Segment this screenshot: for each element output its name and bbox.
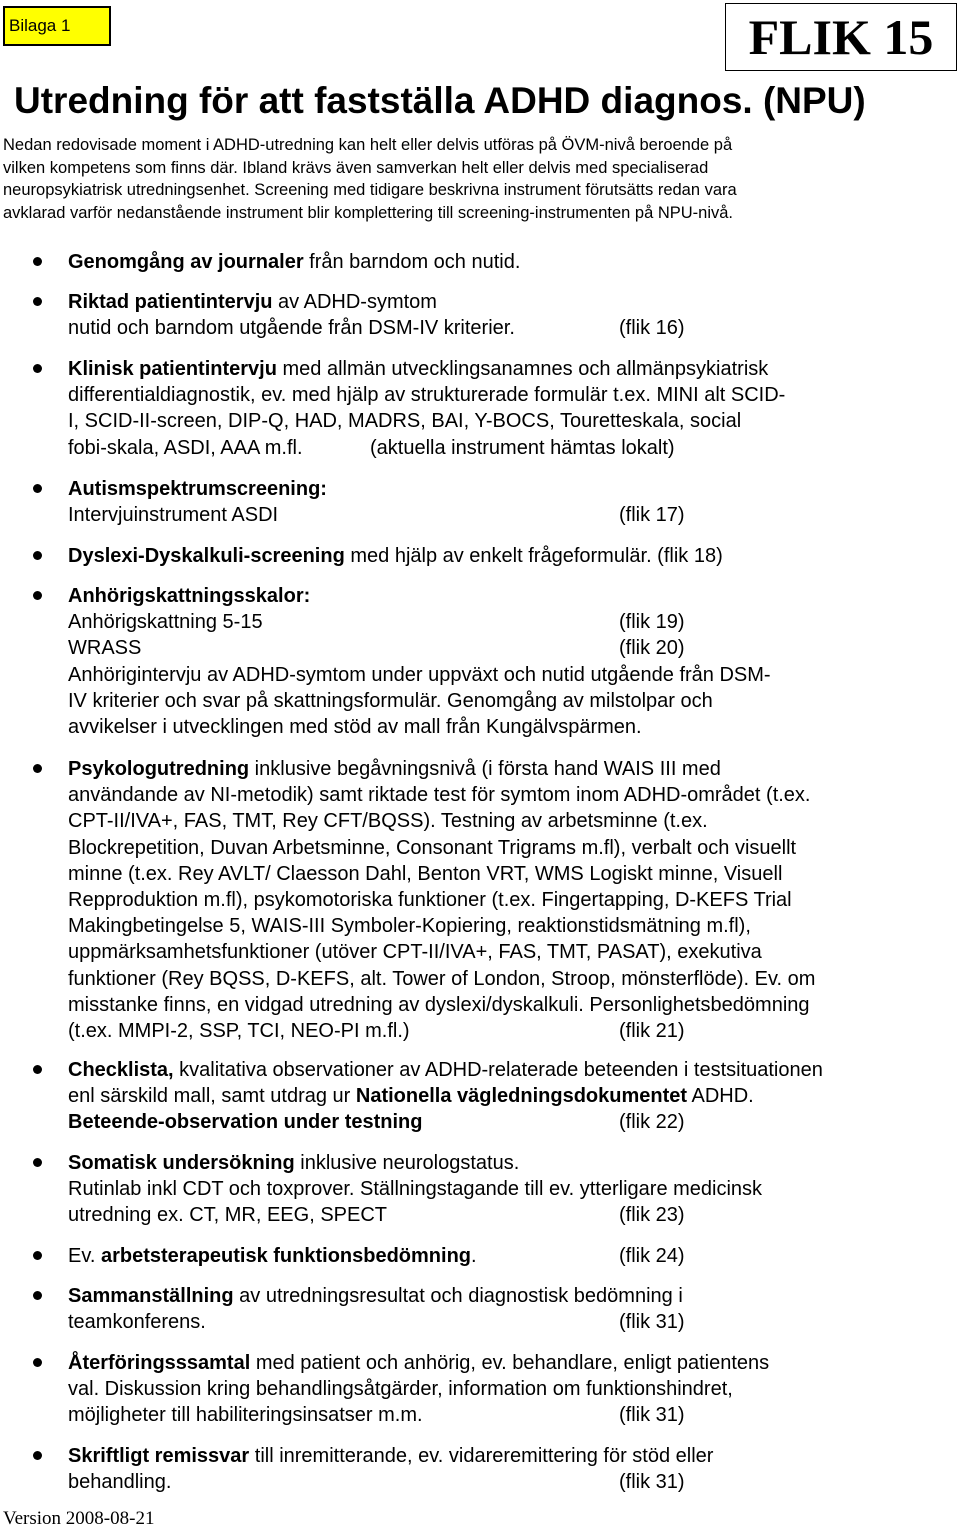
item-text: val. Diskussion kring behandlingsåtgärder, information om funktionshindret, [68,1378,733,1401]
item-text: fobi-skala, ASDI, AAA m.fl. [68,436,303,459]
item-heading: Autismspektrumscreening: [68,478,327,500]
flik-reference: (flik 17) [619,504,685,527]
item-text: minne (t.ex. Rey AVLT/ Claesson Dahl, Benton VRT, WMS Logiskt minne, Visuell [68,862,783,885]
item-text: möjligheter till habiliteringsinsatser m.m. [68,1404,423,1427]
page-title: Utredning för att fastställa ADHD diagnos. (NPU) [14,80,866,121]
flik-reference: (flik 31) [619,1311,685,1334]
flik-reference: (flik 24) [619,1245,685,1267]
item-text: differentialdiagnostik, ev. med hjälp av strukturerade formulär t.ex. MINI alt SCID- [68,384,786,407]
item-note: (aktuella instrument hämtas lokalt) [370,436,675,459]
item-text: uppmärksamhetsfunktioner (utöver CPT-II/IVA+, FAS, TMT, PASAT), exekutiva [68,941,762,964]
item-text: misstanke finns, en vidgad utredning av dyslexi/dyskalkuli. Personlighetsbedömning [68,993,810,1016]
item-heading: Klinisk patientintervju [68,358,277,380]
item-heading: Genomgång av journaler [68,251,304,273]
flik-label: FLIK 15 [725,3,957,71]
bullet-icon [33,1158,42,1167]
item-text: av utredningsresultat och diagnostisk bedömning i [233,1285,683,1307]
item-text: Makingbetingelse 5, WAIS-III Symboler-Kopiering, reaktionstidsmätning m.fl), [68,915,751,938]
item-text: med allmän utvecklingsanamnes och allmänpsykiatrisk [276,358,769,380]
item-text: Blockrepetition, Duvan Arbetsminne, Consonant Trigrams m.fl), verbalt och visuellt [68,836,797,859]
item-heading: Psykologutredning [68,758,250,780]
item-heading: Checklista, [68,1059,174,1081]
flik-reference: (flik 22) [619,1111,685,1134]
item-heading: Nationella vägledningsdokumentet [355,1085,688,1108]
list-item-autism [68,476,685,528]
bullet-icon [33,591,42,600]
flik-reference: (flik 21) [619,1020,685,1043]
item-text: kvalitativa observationer av ADHD-relaterade beteenden i testsituationen [173,1059,823,1081]
flik-reference: (flik 31) [619,1471,685,1494]
item-heading: Anhörigskattningsskalor: [68,585,311,607]
list-item-dyslexi [68,543,723,569]
item-text: till inremitterande, ev. vidareremittering för stöd eller [249,1445,714,1467]
bullet-icon [33,297,42,306]
bullet-icon [33,1065,42,1074]
item-text: av ADHD-symtom [272,291,437,313]
intro-line: vilken kompetens som finns där. Ibland krävs även samverkan helt eller delvis med specialiserad [3,158,709,177]
list-item-checklista [68,1057,823,1136]
item-text: inklusive begåvningsnivå (i första hand WAIS III med [249,758,721,780]
list-item-sammanstallning [68,1283,683,1335]
list-item-riktad [68,289,685,341]
item-heading: Sammanställning [68,1285,234,1307]
list-item-aterforing [68,1350,769,1429]
intro-line: avklarad varför nedanstående instrument blir komplettering till screening-instrumenten på NPU-nivå. [3,203,734,222]
flik-reference: (flik 23) [619,1204,685,1227]
item-text: Ev. [68,1245,101,1267]
intro-line: Nedan redovisade moment i ADHD-utredning kan helt eller delvis utföras på ÖVM-nivå beroende på [3,136,733,154]
list-item-arbetsterapi [68,1243,685,1269]
bullet-icon [33,764,42,773]
item-text: inklusive neurologstatus. [294,1152,520,1174]
flik-reference: (flik 16) [619,317,685,340]
item-text: ADHD. [687,1085,754,1108]
item-text: Repproduktion m.fl), psykomotoriska funktioner (t.ex. Fingertapping, D-KEFS Trial [68,889,792,912]
item-heading: Återföringsssamtal [68,1352,251,1374]
item-text: enl särskild mall, samt utdrag ur [68,1085,356,1108]
item-text: utredning ex. CT, MR, EEG, SPECT [68,1204,387,1227]
item-text: funktioner (Rey BQSS, D-KEFS, alt. Tower of London, Stroop, mönsterflöde). Ev. om [68,967,816,990]
item-text: I, SCID-II-screen, DIP-Q, HAD, MADRS, BAI, Y-BOCS, Touretteskala, social [68,410,742,433]
bullet-icon [33,484,42,493]
list-item-klinisk [68,356,785,461]
item-text: . [471,1245,477,1267]
item-heading: Dyslexi-Dyskalkuli-screening [68,545,345,567]
bullet-icon [33,1251,42,1260]
item-heading: Riktad patientintervju [68,291,273,313]
version-label: Version 2008-08-21 [3,1508,155,1529]
item-heading: Somatisk undersökning [68,1152,295,1174]
item-text: med hjälp av enkelt frågeformulär. [344,545,652,567]
item-text: teamkonferens. [68,1311,206,1334]
list-item-somatisk [68,1150,762,1229]
item-text: nutid och barndom utgående från DSM-IV kriterier. [68,317,515,340]
item-text: IV kriterier och svar på skattningsformulär. Genomgång av milstolpar och [68,689,713,712]
bullet-icon [33,364,42,373]
item-text: Rutinlab inkl CDT och toxprover. Ställningstagande till ev. ytterligare medicinsk [68,1178,763,1201]
list-item-psykolog [68,756,815,1044]
item-text: behandling. [68,1471,172,1494]
item-heading: Skriftligt remissvar [68,1445,250,1467]
flik-reference: (flik 31) [619,1404,685,1427]
item-text: med patient och anhörig, ev. behandlare, enligt patientens [250,1352,770,1374]
bullet-icon [33,1451,42,1460]
intro-line: neuropsykiatrisk utredningsenhet. Screening med tidigare beskrivna instrument förutsätts redan vara [3,181,737,199]
item-text: användande av NI-metodik) samt riktade test för symtom inom ADHD-området (t.ex. [68,784,811,807]
item-text: Anhörigskattning 5-15 [68,611,263,634]
bullet-icon [33,1291,42,1300]
item-heading: Beteende-observation under testning [68,1111,423,1134]
flik-reference: (flik 20) [619,637,685,660]
bullet-icon [33,551,42,560]
list-item-journaler [68,249,520,275]
flik-reference: (flik 18) [651,545,723,567]
item-text: Anhörigintervju av ADHD-symtom under uppväxt och nutid utgående från DSM- [68,663,771,686]
bullet-icon [33,257,42,266]
item-text: avvikelser i utvecklingen med stöd av mall från Kungälvspärmen. [68,716,642,739]
item-text: Intervjuinstrument ASDI [68,504,279,527]
bilaga-badge: Bilaga 1 [3,6,111,46]
list-item-remissvar [68,1443,713,1495]
item-text: (t.ex. MMPI-2, SSP, TCI, NEO-PI m.fl.) [68,1020,410,1043]
intro-paragraph [3,134,953,224]
item-text: CPT-II/IVA+, FAS, TMT, Rey CFT/BQSS). Testning av arbetsminne (t.ex. [68,810,708,833]
item-heading: arbetsterapeutisk funktionsbedömning [100,1245,472,1267]
flik-reference: (flik 19) [619,611,685,634]
bullet-icon [33,1358,42,1367]
item-text: WRASS [68,637,142,660]
list-item-anhorig [68,583,771,740]
item-text: från barndom och nutid. [303,251,521,273]
